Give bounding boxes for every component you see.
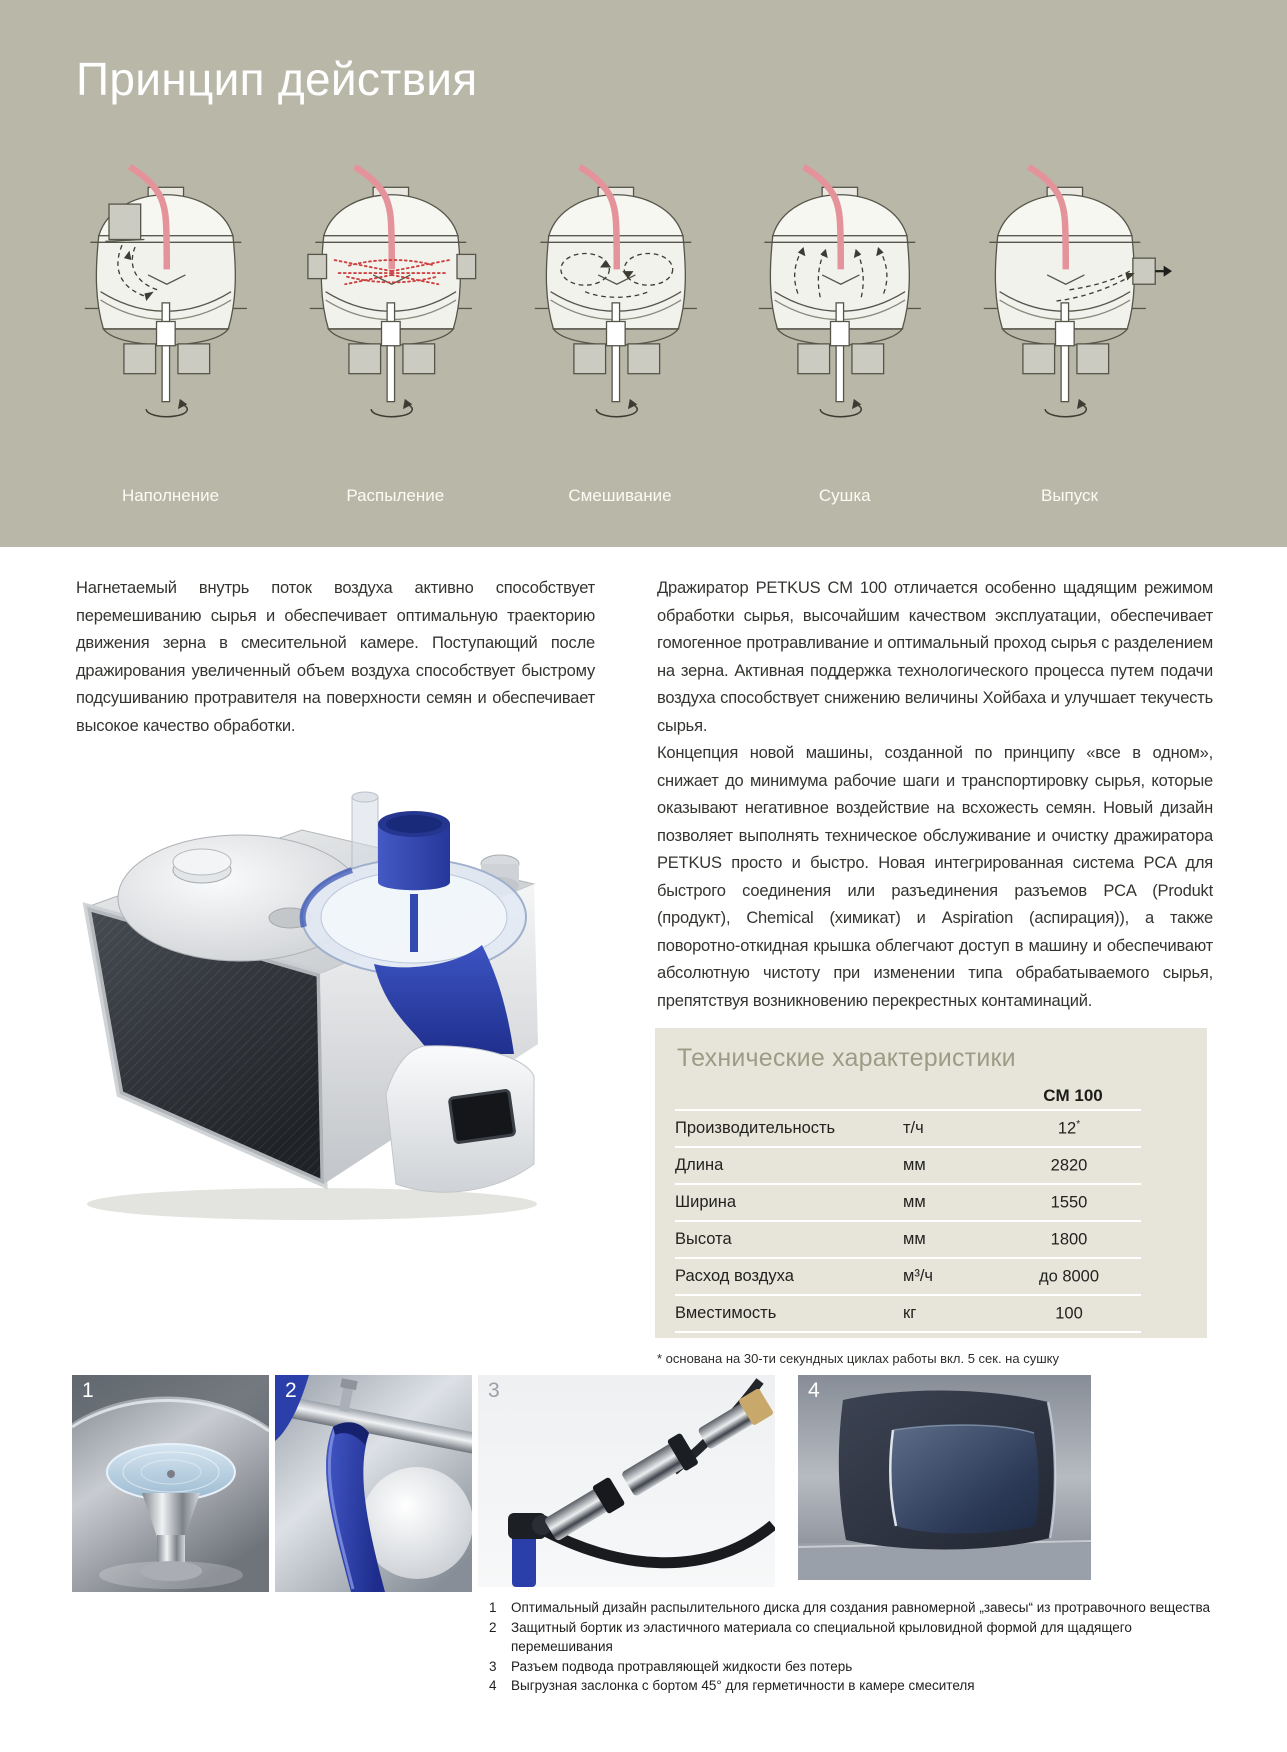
product-photo — [52, 712, 562, 1232]
spec-unit: кг — [903, 1304, 917, 1322]
detail-photo-discharge-flap — [798, 1375, 1091, 1580]
spec-value — [997, 1230, 1141, 1250]
specs-rows — [675, 1109, 1141, 1333]
photo-number: 4 — [808, 1379, 820, 1402]
photo-caption-2 — [489, 1618, 1219, 1657]
specs-model-header: CM 100 — [1043, 1086, 1103, 1105]
spec-value-number: до 8000 — [1038, 1267, 1100, 1286]
stage-caption-drying: Сушка — [818, 486, 871, 505]
spec-name: Производительность — [675, 1119, 836, 1137]
spec-name: Расход воздуха — [675, 1267, 794, 1285]
stage-caption-mixing: Смешивание — [568, 486, 672, 505]
intro-right-paragraph-1: Дражиратор PETKUS CM 100 отличается особенно щадящим режимом обработки сырья, высочайшим качеством эксплуатации, обеспечивает гомогенное протравливание и оптимальный проход сырья с разделением на зерна. Активная поддержка технологического процесса путем подачи воздуха способствует снижению величины Хойбаха и улучшает текучесть сырья. — [657, 579, 1213, 735]
spec-row-width — [675, 1183, 1141, 1220]
specs-footnote: * основана на 30-ти секундных циклах работы вкл. 5 сек. на сушку — [657, 1351, 1059, 1366]
specs-panel — [655, 1028, 1207, 1338]
spec-value-footmark: * — [1076, 1118, 1081, 1130]
machine-render — [52, 712, 562, 1232]
photo-caption-3 — [489, 1657, 1219, 1677]
spec-name: Ширина — [675, 1193, 737, 1211]
intro-left-paragraph: Нагнетаемый внутрь поток воздуха активно способствует перемешиванию сырья и обеспечивает оптимальную траекторию движения зерна в смесительной камере. Поступающий после дражирования увеличенный объем воздуха способствует быстрому подсушиванию протравителя на поверхности семян и обеспечивает высокое качество обработки. — [76, 579, 595, 735]
caption-text: Оптимальный дизайн распылительного диска для создания равномерной „завесы“ из протравочного вещества — [511, 1600, 1211, 1615]
spec-row-batch — [675, 1294, 1141, 1333]
spec-row-airflow — [675, 1257, 1141, 1294]
spec-name: Длина — [675, 1156, 724, 1174]
caption-text: Защитный бортик из эластичного материала со специальной крыловидной формой для щадящего перемешивания — [511, 1619, 1132, 1654]
spec-value-number: 100 — [1055, 1304, 1083, 1323]
caption-number: 1 — [489, 1600, 497, 1615]
caption-text: Разъем подвода протравляющей жидкости без потерь — [511, 1658, 853, 1674]
spec-name: Высота — [675, 1230, 732, 1248]
stage-caption-discharge: Выпуск — [1040, 486, 1098, 505]
intro-right-column — [657, 575, 1213, 1015]
spec-unit: м³/ч — [903, 1267, 934, 1285]
spec-unit: т/ч — [903, 1119, 924, 1137]
spec-value — [997, 1193, 1141, 1213]
spec-value-number: 2820 — [1050, 1156, 1088, 1175]
diagram-spraying — [293, 146, 498, 456]
detail-photo-spray-disc — [72, 1375, 269, 1592]
spec-value — [997, 1267, 1141, 1287]
caption-number: 4 — [489, 1678, 497, 1693]
diagram-filling — [68, 146, 273, 456]
photo-caption-4 — [489, 1676, 1219, 1696]
photo-number: 1 — [82, 1379, 94, 1402]
detail-photo-protective-wing — [275, 1375, 472, 1592]
spec-unit: мм — [903, 1156, 926, 1174]
spec-name: Вместимость — [675, 1304, 777, 1322]
spec-row-capacity — [675, 1109, 1141, 1146]
photo-number: 2 — [285, 1379, 297, 1402]
diagram-discharge — [967, 146, 1172, 456]
photo-number: 3 — [488, 1379, 500, 1402]
diagram-mixing — [518, 146, 723, 456]
spec-row-length — [675, 1146, 1141, 1183]
specs-title: Технические характеристики — [677, 1044, 1016, 1072]
photo-caption-1 — [489, 1598, 1219, 1618]
spec-unit: мм — [903, 1193, 926, 1211]
caption-text: Выгрузная заслонка с бортом 45° для герметичности в камере смесителя — [511, 1678, 975, 1693]
stage-caption-spraying: Распыление — [346, 486, 445, 505]
spec-value — [997, 1119, 1141, 1139]
spec-value — [997, 1304, 1141, 1324]
caption-number: 2 — [489, 1619, 497, 1635]
stage-caption-filling: Наполнение — [121, 486, 220, 505]
page-title: Принцип действия — [76, 53, 478, 105]
stage-captions — [68, 486, 1172, 506]
photo-caption-list — [489, 1598, 1219, 1696]
detail-photo-liquid-connector — [478, 1375, 775, 1587]
spec-value-number: 12 — [1057, 1119, 1077, 1138]
spec-value-number: 1550 — [1050, 1193, 1088, 1212]
spec-value-number: 1800 — [1050, 1230, 1088, 1249]
spec-unit: мм — [903, 1230, 926, 1248]
process-diagrams-row — [68, 146, 1172, 456]
spec-row-height — [675, 1220, 1141, 1257]
intro-right-paragraph-2: Концепция новой машины, созданной по принципу «все в одном», снижает до минимума рабочие шаги и транспортировку сырья, которые оказывают негативное воздействие на всхожесть семян. Новый дизайн позволяет выполнять техническое обслуживание и очистку дражиратора PETKUS просто и быстро. Новая интегрированная система PCA для быстрого соединения или разъединения разъемов PCA (Produkt (продукт), Chemical (химикат) и Aspiration (аспирация)), а также поворотно-откидная крышка облегчают доступ в машину и обеспечивают абсолютную чистоту при изменении типа обрабатываемого сырья, препятствуя возникновению перекрестных контаминаций. — [657, 744, 1213, 1010]
caption-number: 3 — [489, 1658, 497, 1674]
spec-value — [997, 1156, 1141, 1176]
diagram-drying — [742, 146, 947, 456]
